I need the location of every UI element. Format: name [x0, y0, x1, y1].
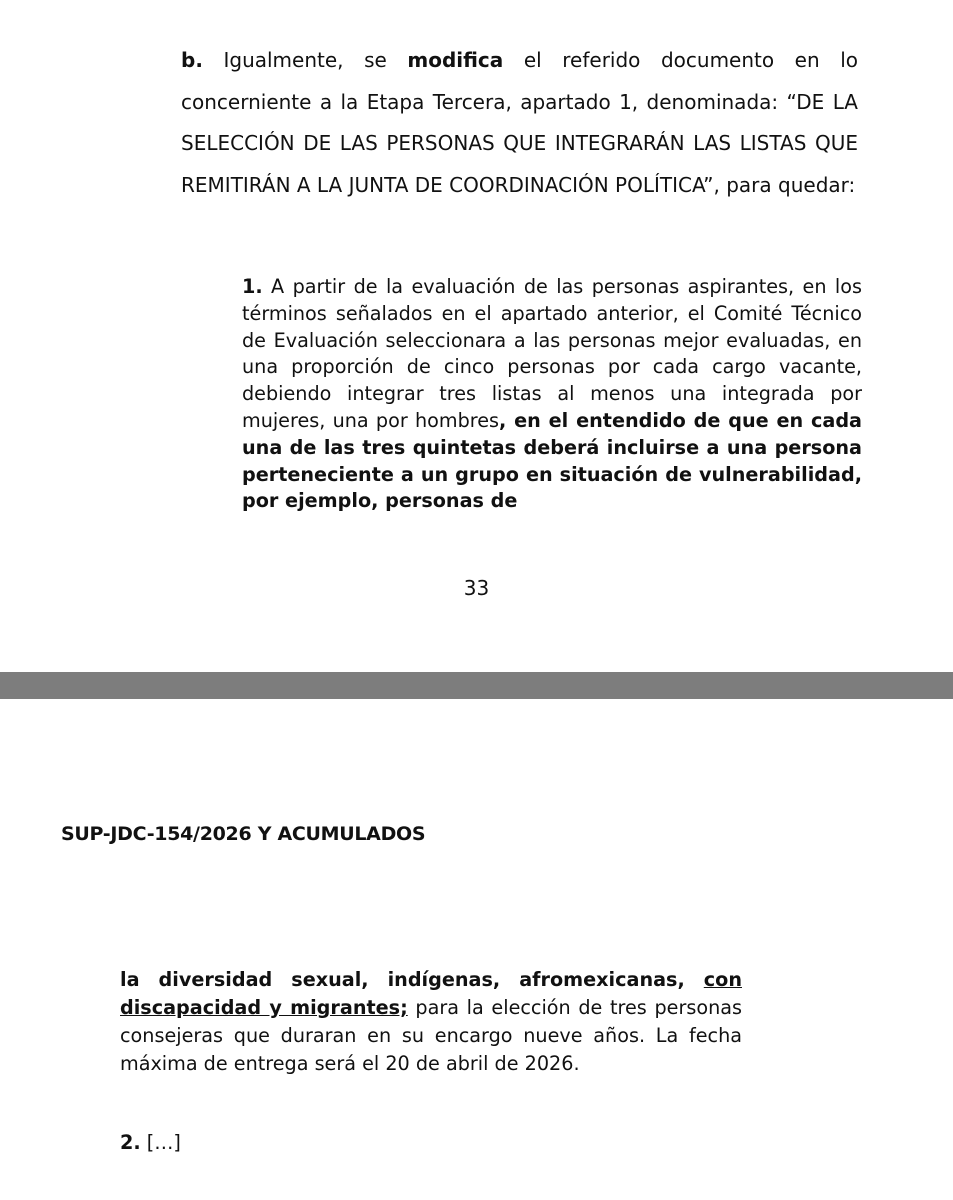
quoted-item-1-continuation [120, 966, 742, 1078]
paragraph-b-text-1: Igualmente, se [202, 48, 408, 72]
case-header: SUP-JDC-154/2026 Y ACUMULADOS [61, 823, 426, 845]
continuation-plain-text: para la elección de tres personas consejeras que duraran en su encargo nueve años. La fecha máxima de entrega será el 20 de abril de 2026. [120, 996, 742, 1075]
page-separator [0, 672, 953, 699]
quoted-item-2 [120, 1131, 181, 1154]
paragraph-b-text-2: el referido documento en lo concerniente a la Etapa Tercera, apartado 1, denominada: “DE LA SELECCIÓN DE LAS PERSONAS QUE INTEGRARÁN LAS LISTAS QUE REMITIRÁN A LA JUNTA DE COORDINACIÓN POLÍTICA”, para quedar: [181, 48, 858, 197]
quoted-item-1 [242, 274, 862, 515]
item-2-text: […] [140, 1131, 181, 1154]
continuation-underlined-text: con discapacidad y migrantes; [120, 968, 742, 1019]
item-1-bold-text: , en el entendido de que en cada una de las tres quintetas deberá incluirse a una persona perteneciente a un grupo en situación de vulnerabilidad, por ejemplo, personas de [242, 408, 863, 513]
item-1-plain-text: A partir de la evaluación de las personas aspirantes, en los términos señalados en el apartado anterior, el Comité Técnico de Evaluación seleccionara a las personas mejor evaluadas, en una proporción de cinco personas por cada cargo vacante, debiendo integrar tres listas al menos una integrada por mujeres, una por hombres [242, 275, 862, 432]
item-1-number: 1. [242, 275, 263, 298]
paragraph-b-marker: b. [181, 48, 203, 72]
continuation-bold-text: la diversidad sexual, indígenas, afromexicanas, [120, 968, 704, 991]
page-number: 33 [463, 576, 490, 600]
item-2-number: 2. [120, 1131, 141, 1154]
document-page-bottom [0, 699, 953, 1200]
paragraph-b-modifica: modifica [407, 48, 504, 72]
paragraph-b [181, 40, 858, 206]
